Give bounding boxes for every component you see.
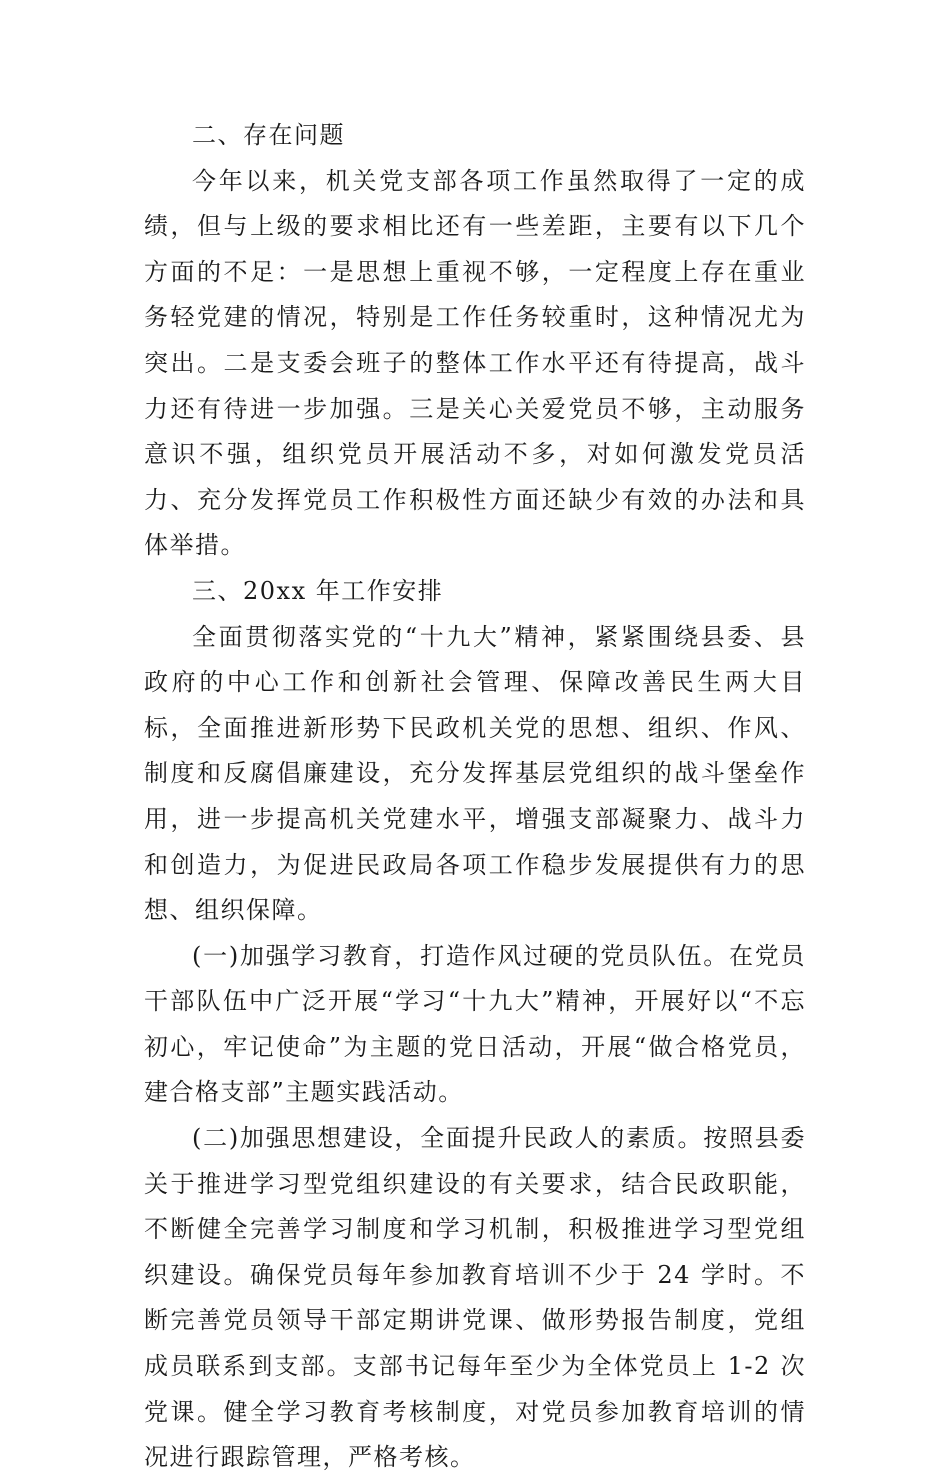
item-1-paragraph: (一)加强学习教育，打造作风过硬的党员队伍。在党员干部队伍中广泛开展“学习“十九大”精神，开展好以“不忘初心，牢记使命”为主题的党日活动，开展“做合格党员，建合格支部”主题实践活动。 [144, 941, 806, 1107]
section-2-heading: 二、存在问题 [192, 121, 345, 149]
document-body [144, 113, 806, 1481]
section-3-heading: 三、20xx 年工作安排 [192, 576, 444, 605]
section-2-paragraph: 今年以来，机关党支部各项工作虽然取得了一定的成绩，但与上级的要求相比还有一些差距，主要有以下几个方面的不足：一是思想上重视不够，一定程度上存在重业务轻党建的情况，特别是工作任务较重时，这种情况尤为突出。二是支委会班子的整体工作水平还有待提高，战斗力还有待进一步加强。三是关心关爱党员不够，主动服务意识不强，组织党员开展活动不多，对如何激发党员活力、充分发挥党员工作积极性方面还缺少有效的办法和具体举措。 [144, 166, 806, 560]
item-2-paragraph: (二)加强思想建设，全面提升民政人的素质。按照县委关于推进学习型党组织建设的有关要求，结合民政职能，不断健全完善学习制度和学习机制，积极推进学习型党组织建设。确保党员每年参加教育培训不少于 24 学时。不断完善党员领导干部定期讲党课、做形势报告制度，党组成员联系到支部。支部书记每年至少为全体党员上 1-2 次党课。健全学习教育考核制度，对党员参加教育培训的情况进行跟踪管理，严格考核。 [144, 1124, 806, 1472]
section-3-paragraph: 全面贯彻落实党的“十九大”精神，紧紧围绕县委、县政府的中心工作和创新社会管理、保障改善民生两大目标，全面推进新形势下民政机关党的思想、组织、作风、制度和反腐倡廉建设，充分发挥基层党组织的战斗堡垒作用，进一步提高机关党建水平，增强支部凝聚力、战斗力和创造力，为促进民政局各项工作稳步发展提供有力的思想、组织保障。 [144, 622, 806, 925]
